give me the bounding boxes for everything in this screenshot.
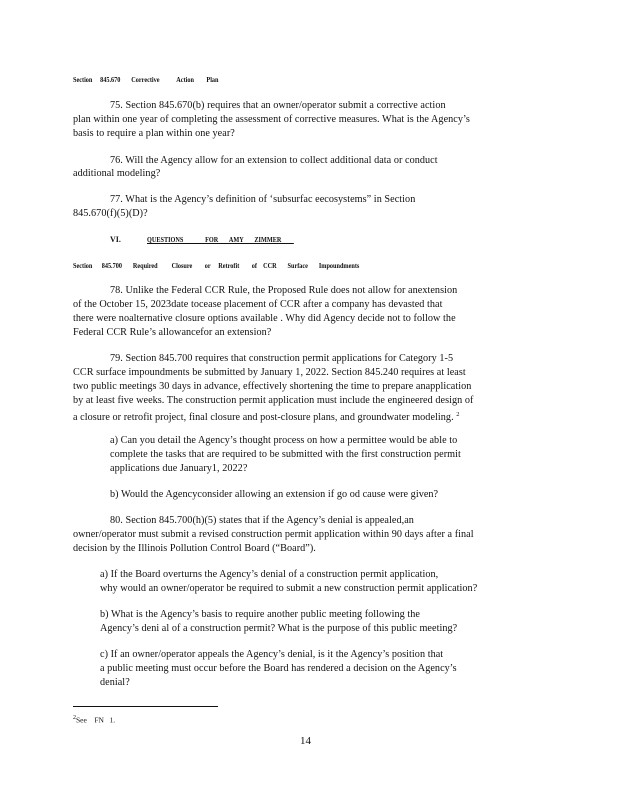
footnote-marker: 2 xyxy=(73,715,76,721)
question-80c-line-3: denial? xyxy=(100,677,130,688)
question-76-line-1: 76. Will the Agency allow for an extension to collect additional data or conduct xyxy=(110,155,438,166)
footnote-divider xyxy=(73,706,218,707)
section-vi-heading: QUESTIONS FOR AMY ZIMMER xyxy=(147,235,294,244)
question-80c-line-2: a public meeting must occur before the Board has rendered a decision on the Agency’s xyxy=(100,663,457,674)
question-75-line-1: 75. Section 845.670(b) requires that an owner/operator submit a corrective action xyxy=(110,100,446,111)
question-80a-line-1: a) If the Board overturns the Agency’s denial of a construction permit application, xyxy=(100,569,439,580)
question-80-line-1: 80. Section 845.700(h)(5) states that if the Agency’s denial is appealed,an xyxy=(110,515,414,526)
question-78-line-1: 78. Unlike the Federal CCR Rule, the Proposed Rule does not allow for anextension xyxy=(110,285,458,296)
section-vi-number: VI. xyxy=(110,235,121,244)
question-77-line-1: 77. What is the Agency’s definition of ‘subsurfac eecosystems” in Section xyxy=(110,194,416,205)
question-79-line-4: by at least five weeks. The construction permit application must include the engineered design of xyxy=(73,395,474,406)
question-80b-line-1: b) What is the Agency’s basis to require another public meeting following the xyxy=(100,609,420,620)
question-80a-line-2: why would an owner/operator be required to submit a new construction permit application? xyxy=(100,583,478,594)
question-78-line-3: there were noalternative closure options available . Why did Agency decide not to follow the xyxy=(73,313,456,324)
question-80-line-2: owner/operator must submit a revised construction permit application within 90 days after a final xyxy=(73,529,474,540)
question-78-line-2: of the October 15, 2023date tocease placement of CCR after a company has devasted that xyxy=(73,299,443,310)
question-79a-line-1: a) Can you detail the Agency’s thought process on how a permittee would be able to xyxy=(110,435,458,446)
footnote-reference[interactable]: 2 xyxy=(456,411,460,418)
question-79-line-3: two public meetings 30 days in advance, effectively shortening the time to prepare anapplication xyxy=(73,381,472,392)
section-845-700-heading: Section 845.700 Required Closure or Retrofit of CCR Surface Impoundments xyxy=(73,261,360,270)
question-79-line-2: CCR surface impoundments be submitted by January 1, 2022. Section 845.240 requires at least xyxy=(73,367,466,378)
question-79-line-5-text: a closure or retrofit project, final closure and post-closure plans, and groundwater modeling. xyxy=(73,412,454,423)
question-80-line-3: decision by the Illinois Pollution Control Board (“Board”). xyxy=(73,543,316,554)
question-79-line-1: 79. Section 845.700 requires that construction permit applications for Category 1-5 xyxy=(110,353,454,364)
question-79a-line-3: applications due January1, 2022? xyxy=(110,463,248,474)
section-845-670-heading: Section 845.670 Corrective Action Plan xyxy=(73,75,219,84)
question-79-line-5 xyxy=(73,409,460,424)
question-79b-line-1: b) Would the Agencyconsider allowing an extension if go od cause were given? xyxy=(110,489,439,500)
question-75-line-2: plan within one year of completing the assessment of corrective measures. What is the Agency’s xyxy=(73,114,470,125)
question-80b-line-2: Agency’s deni al of a construction permit? What is the purpose of this public meeting? xyxy=(100,623,458,634)
footnote xyxy=(73,713,115,726)
question-80c-line-1: c) If an owner/operator appeals the Agency’s denial, is it the Agency’s position that xyxy=(100,649,444,660)
question-77-line-2: 845.670(f)(5)(D)? xyxy=(73,208,148,219)
question-75-line-3: basis to require a plan within one year? xyxy=(73,128,235,139)
footnote-text: See FN 1. xyxy=(76,715,116,725)
question-78-line-4: Federal CCR Rule’s allowancefor an extension? xyxy=(73,327,272,338)
page-number: 14 xyxy=(300,735,311,747)
question-76-line-2: additional modeling? xyxy=(73,168,161,179)
question-79a-line-2: complete the tasks that are required to be submitted with the first construction permit xyxy=(110,449,461,460)
